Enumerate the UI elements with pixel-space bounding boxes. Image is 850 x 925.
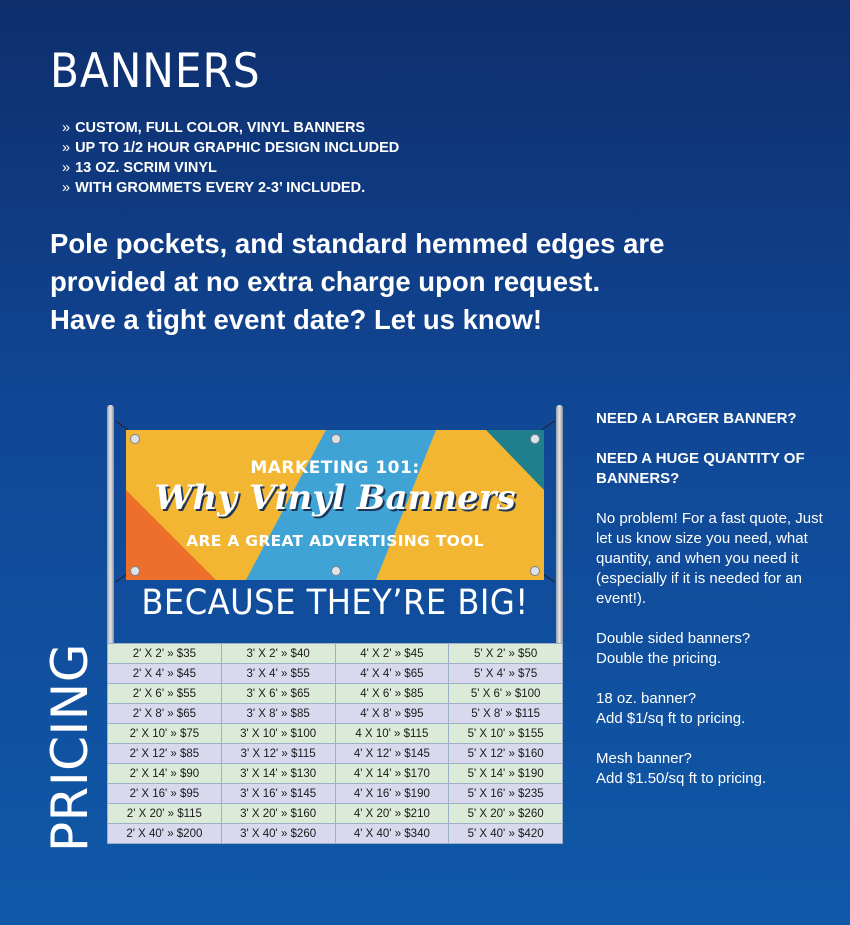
price-cell: 4' X 12' » $145: [335, 744, 449, 764]
grommet-icon: [331, 434, 341, 444]
price-cell: 2' X 10' » $75: [108, 724, 222, 744]
price-cell: 2' X 6' » $55: [108, 684, 222, 704]
bullet-icon: »: [62, 140, 71, 156]
table-row: [108, 784, 563, 804]
price-cell: 5' X 6' » $100: [449, 684, 563, 704]
price-cell: 4' X 6' » $85: [335, 684, 449, 704]
price-cell: 4' X 4' » $65: [335, 664, 449, 684]
table-row: [108, 724, 563, 744]
banner-line-2: Why Vinyl Banners: [154, 478, 516, 518]
grommet-icon: [130, 434, 140, 444]
price-cell: 3' X 20' » $160: [221, 804, 335, 824]
price-cell: 3' X 8' » $85: [221, 704, 335, 724]
double-sided-note: Double sided banners? Double the pricing.: [596, 630, 751, 667]
price-cell: 5' X 20' » $260: [449, 804, 563, 824]
price-cell: 2' X 40' » $200: [108, 824, 222, 844]
huge-quantity-heading: NEED A HUGE QUANTITY OF BANNERS?: [596, 450, 805, 487]
price-cell: 4' X 14' » $170: [335, 764, 449, 784]
rope: [541, 421, 555, 431]
feature-item: » UP TO 1/2 HOUR GRAPHIC DESIGN INCLUDED: [62, 140, 400, 156]
price-cell: 5' X 8' » $115: [449, 704, 563, 724]
price-cell: 2' X 2' » $35: [108, 644, 222, 664]
price-cell: 3' X 10' » $100: [221, 724, 335, 744]
feature-item: » WITH GROMMETS EVERY 2-3’ INCLUDED.: [62, 180, 366, 196]
price-cell: 3' X 2' » $40: [221, 644, 335, 664]
price-cell: 4' X 8' » $95: [335, 704, 449, 724]
grommet-icon: [530, 566, 540, 576]
price-cell: 2' X 8' » $65: [108, 704, 222, 724]
lead-paragraph: [50, 225, 830, 339]
price-cell: 3' X 16' » $145: [221, 784, 335, 804]
banner-line-3: ARE A GREAT ADVERTISING TOOL: [186, 532, 484, 550]
price-cell: 5' X 4' » $75: [449, 664, 563, 684]
price-cell: 2' X 14' » $90: [108, 764, 222, 784]
price-cell: 5' X 16' » $235: [449, 784, 563, 804]
banner-line-1: MARKETING 101:: [250, 458, 420, 478]
table-row: [108, 704, 563, 724]
bullet-icon: »: [62, 120, 71, 136]
price-cell: 3' X 12' » $115: [221, 744, 335, 764]
price-cell: 2' X 12' » $85: [108, 744, 222, 764]
bullet-icon: »: [62, 160, 71, 176]
pricing-table: [107, 643, 563, 844]
price-cell: 2' X 4' » $45: [108, 664, 222, 684]
table-row: [108, 764, 563, 784]
price-cell: 5' X 40' » $420: [449, 824, 563, 844]
price-cell: 4' X 20' » $210: [335, 804, 449, 824]
grommet-icon: [130, 566, 140, 576]
18oz-note: 18 oz. banner? Add $1/sq ft to pricing.: [596, 690, 746, 727]
price-cell: 2' X 20' » $115: [108, 804, 222, 824]
feature-list: [62, 118, 399, 198]
lead-line: provided at no extra charge upon request.: [50, 266, 601, 297]
price-cell: 4' X 16' » $190: [335, 784, 449, 804]
price-cell: 2' X 16' » $95: [108, 784, 222, 804]
banner-illustration: [107, 405, 563, 645]
quote-paragraph: No problem! For a fast quote, Just let us know size you need, what quantity, and when you need it (especially if it is needed for an event!).: [596, 510, 823, 607]
right-pole: [556, 405, 563, 645]
banner-headline: BECAUSE THEY’RE BIG!: [141, 583, 529, 623]
table-row: [108, 804, 563, 824]
price-cell: 3' X 40' » $260: [221, 824, 335, 844]
pricing-label: PRICING: [41, 643, 99, 852]
price-cell: 5' X 10' » $155: [449, 724, 563, 744]
bullet-icon: »: [62, 180, 71, 196]
price-cell: 3' X 6' » $65: [221, 684, 335, 704]
larger-banner-heading: NEED A LARGER BANNER?: [596, 410, 797, 427]
price-cell: 5' X 2' » $50: [449, 644, 563, 664]
price-cell: 3' X 14' » $130: [221, 764, 335, 784]
rope: [115, 421, 129, 431]
feature-item: » CUSTOM, FULL COLOR, VINYL BANNERS: [62, 120, 366, 136]
price-cell: 3' X 4' » $55: [221, 664, 335, 684]
table-row: [108, 744, 563, 764]
price-cell: 4' X 40' » $340: [335, 824, 449, 844]
vinyl-banner: [126, 430, 544, 580]
table-row: [108, 684, 563, 704]
left-pole: [107, 405, 114, 645]
page-title: BANNERS: [50, 44, 261, 99]
feature-item: » 13 OZ. SCRIM VINYL: [62, 160, 217, 176]
grommet-icon: [530, 434, 540, 444]
lead-line: Pole pockets, and standard hemmed edges are: [50, 228, 665, 259]
price-cell: 5' X 14' » $190: [449, 764, 563, 784]
grommet-icon: [331, 566, 341, 576]
price-cell: 5' X 12' » $160: [449, 744, 563, 764]
table-row: [108, 664, 563, 684]
sidebar-info: [596, 409, 831, 809]
lead-line: Have a tight event date? Let us know!: [50, 304, 543, 335]
price-cell: 4 X 10' » $115: [335, 724, 449, 744]
table-row: [108, 644, 563, 664]
table-row: [108, 824, 563, 844]
price-cell: 4' X 2' » $45: [335, 644, 449, 664]
mesh-note: Mesh banner? Add $1.50/sq ft to pricing.: [596, 750, 767, 787]
